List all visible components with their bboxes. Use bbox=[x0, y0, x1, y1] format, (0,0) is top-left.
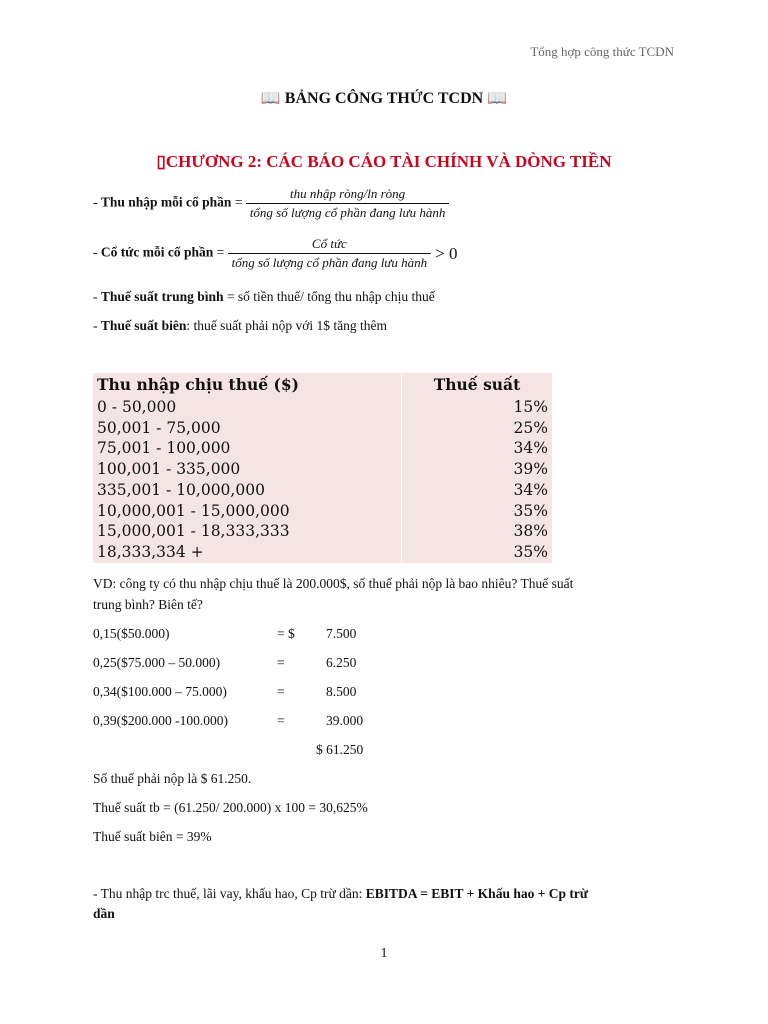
tax-bracket-table bbox=[93, 373, 552, 563]
calc-value: 8.500 bbox=[326, 684, 357, 699]
calc-equals: = bbox=[277, 655, 285, 670]
formula-dps-tail: > 0 bbox=[435, 243, 458, 263]
calc-equals: = $ bbox=[277, 626, 295, 641]
table-header-income: Thu nhập chịu thuế ($) bbox=[97, 374, 299, 394]
table-cell-income: 18,333,334 + bbox=[97, 542, 204, 561]
calc-value: 7.500 bbox=[326, 626, 357, 641]
formula-dps-label: Cổ tức mỗi cổ phần bbox=[100, 244, 214, 260]
calc-expression: 0,25($75.000 – 50.000) bbox=[93, 655, 221, 670]
formula-marginal-tax-label: Thuế suất biên bbox=[100, 318, 187, 333]
table-row bbox=[93, 501, 552, 522]
table-cell-income: 0 - 50,000 bbox=[97, 398, 177, 416]
calc-total: $ 61.250 bbox=[316, 742, 364, 757]
table-row bbox=[93, 521, 552, 542]
example-question-line1: VD: công ty có thu nhập chịu thuế là 200.000$, số thuế phải nộp là bao nhiêu? Thuế suất bbox=[93, 576, 574, 591]
table-row bbox=[93, 480, 552, 501]
table-cell-income: 75,001 - 100,000 bbox=[97, 439, 231, 458]
formula-marginal-tax: - Thuế suất biên: thuế suất phải nộp với 1$ tăng thêm bbox=[93, 318, 388, 333]
table-cell-income: 15,000,001 - 18,333,333 bbox=[97, 522, 290, 541]
formula-eps-numerator: thu nhập ròng/ln ròng bbox=[289, 186, 406, 201]
page-number: 1 bbox=[380, 946, 388, 961]
table-cell-rate: 34% bbox=[402, 480, 553, 501]
table-header-rate: Thuế suất bbox=[402, 373, 553, 397]
table-cell-rate: 34% bbox=[402, 438, 553, 459]
table-cell-income: 10,000,001 - 15,000,000 bbox=[97, 501, 290, 520]
calc-equals: = bbox=[277, 684, 285, 699]
calc-expression: 0,15($50.000) bbox=[93, 626, 170, 641]
ebitda-formula-cont: dần bbox=[93, 906, 115, 921]
table-row bbox=[93, 418, 552, 439]
ebitda-line-cont bbox=[93, 906, 115, 922]
table-cell-rate: 35% bbox=[402, 501, 553, 522]
chapter-heading bbox=[0, 152, 768, 172]
calc-expression: 0,39($200.000 -100.000) bbox=[93, 713, 228, 728]
calc-expression: 0,34($100.000 – 75.000) bbox=[93, 684, 227, 699]
document-title: 📖 BẢNG CÔNG THỨC TCDN 📖 bbox=[260, 90, 508, 107]
formula-dps-denominator: tổng số lượng cổ phần đang lưu hành bbox=[228, 253, 432, 271]
ebitda-formula: EBITDA = EBIT + Khấu hao + Cp trừ bbox=[365, 886, 588, 901]
table-cell-rate: 38% bbox=[402, 521, 553, 542]
table-cell-rate: 39% bbox=[402, 459, 553, 480]
formula-eps-label: Thu nhập mỗi cổ phần bbox=[100, 194, 232, 210]
table-cell-rate: 25% bbox=[402, 418, 553, 439]
ebitda-prefix: - Thu nhập trc thuế, lãi vay, khấu hao, Cp trừ dần: bbox=[93, 886, 366, 901]
chapter-title: CHƯƠNG 2: CÁC BÁO CÁO TÀI CHÍNH VÀ DÒNG TIỀN bbox=[165, 152, 612, 171]
formula-dps-numerator: Cổ tức bbox=[311, 236, 347, 251]
formula-eps-denominator: tổng số lượng cổ phần đang lưu hành bbox=[246, 203, 450, 221]
table-cell-income: 100,001 - 335,000 bbox=[97, 460, 241, 479]
result-tax-due: Số thuế phải nộp là $ 61.250. bbox=[93, 771, 252, 786]
formula-dps: - Cổ tức mỗi cổ phần = $\frac{\text{Cổ tức}}{\text{tổng số lượng cổ phần đang lưu hành}}$ > 0 bbox=[93, 236, 458, 270]
formula-avg-tax-label: Thuế suất trung bình bbox=[100, 289, 224, 304]
calc-value: 6.250 bbox=[326, 655, 357, 670]
table-header-row bbox=[93, 373, 552, 397]
formula-eps-fraction bbox=[246, 186, 450, 221]
table-row bbox=[93, 397, 552, 418]
table-cell-income: 50,001 - 75,000 bbox=[97, 418, 221, 437]
table-row bbox=[93, 438, 552, 459]
table-cell-rate: 15% bbox=[402, 397, 553, 418]
formula-dps-fraction bbox=[228, 236, 432, 271]
running-header: Tổng hợp công thức TCDN bbox=[530, 44, 674, 59]
formula-avg-tax: - Thuế suất trung bình = số tiền thuế/ tổng thu nhập chịu thuế bbox=[93, 289, 435, 304]
formula-avg-tax-text: = số tiền thuế/ tổng thu nhập chịu thuế bbox=[223, 289, 435, 304]
formula-eps: - Thu nhập mỗi cổ phần = $\frac{\text{thu nhập ròng/ln ròng}}{\text{tổng số lượng cổ phần đang lưu hành}}$ bbox=[93, 186, 449, 221]
chapter-marker: ▯ bbox=[156, 152, 166, 171]
calc-equals: = bbox=[277, 713, 285, 728]
result-avg-rate: Thuế suất tb = (61.250/ 200.000) x 100 = 30,625% bbox=[93, 800, 368, 815]
table-row bbox=[93, 459, 552, 480]
example-question-line2: trung bình? Biên tế? bbox=[93, 597, 203, 612]
formula-marginal-tax-text: : thuế suất phải nộp với 1$ tăng thêm bbox=[186, 318, 388, 333]
ebitda-line bbox=[93, 886, 588, 902]
table-cell-rate: 35% bbox=[402, 542, 553, 563]
result-marginal-rate: Thuế suất biên = 39% bbox=[93, 829, 212, 844]
table-cell-income: 335,001 - 10,000,000 bbox=[97, 480, 265, 499]
calc-value: 39.000 bbox=[326, 713, 364, 728]
table-row bbox=[93, 542, 552, 563]
